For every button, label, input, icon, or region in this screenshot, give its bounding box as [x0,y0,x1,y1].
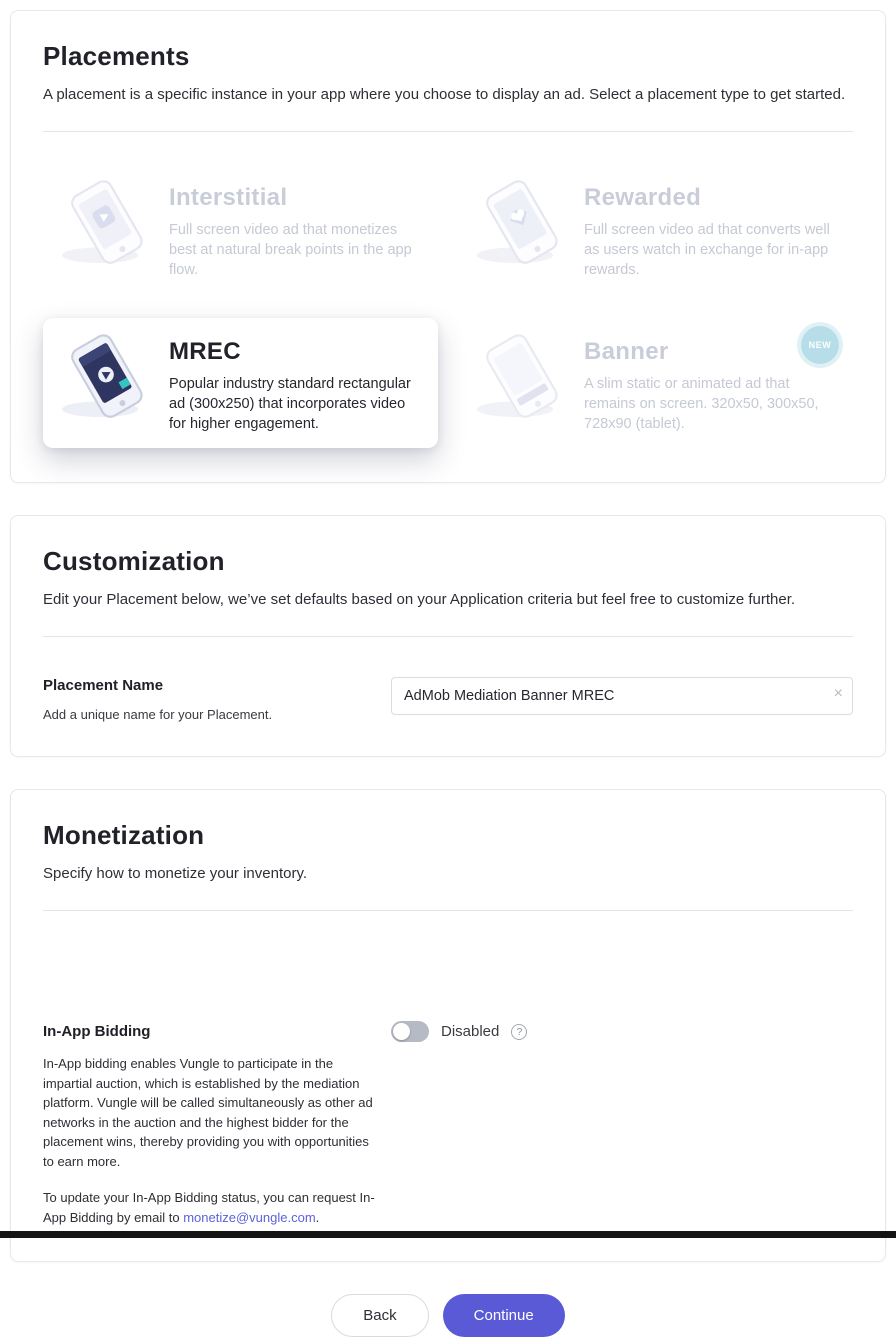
placements-title: Placements [43,41,190,71]
placement-type-text [169,332,426,434]
rewarded-phone-icon [470,178,574,275]
placement-type-rewarded[interactable] [458,164,853,294]
in-app-bidding-toggle[interactable] [391,1021,429,1042]
placement-type-description: Full screen video ad that monetizes best at natural break points in the app flow. [169,222,412,278]
in-app-bidding-row [43,1023,853,1227]
in-app-bidding-status: Disabled [441,1023,500,1040]
interstitial-phone-icon [55,178,159,275]
in-app-bidding-label: In-App Bidding [43,1023,151,1040]
placement-type-text [169,178,426,280]
placement-type-mrec[interactable] [43,318,438,448]
placement-type-banner[interactable] [458,318,853,448]
in-app-bidding-request-text: To update your In-App Bidding status, you can request In-App Bidding by email to [43,1190,375,1225]
placement-type-title: MREC [169,338,241,365]
monetize-email-link[interactable]: monetize@vungle.com [183,1209,316,1225]
in-app-bidding-description: In-App bidding enables Vungle to participate in the impartial auction, which is established by the mediation platform. Vungle will be called simultaneously as other ad networks in the auction and the highest bidder for the placement wins, thereby providing you with opportunities to earn more. [43,1056,373,1169]
placement-type-interstitial[interactable] [43,164,438,294]
customization-card [10,515,886,757]
placement-name-helper: Add a unique name for your Placement. [43,707,273,722]
help-icon[interactable]: ? [511,1024,527,1040]
placements-card [10,10,886,483]
placement-name-label: Placement Name [43,677,164,694]
clear-input-icon[interactable]: × [833,685,843,702]
placement-type-text [584,178,841,280]
placement-type-title: Rewarded [584,184,702,211]
monetization-title: Monetization [43,820,205,850]
placement-name-input[interactable] [391,677,853,715]
continue-button[interactable]: Continue [443,1294,565,1337]
new-badge: NEW [801,326,839,364]
monetization-card [10,789,886,1262]
back-button[interactable]: Back [331,1294,428,1337]
divider [43,910,853,911]
placement-type-grid [43,164,853,448]
placement-name-row [43,677,853,722]
in-app-bidding-text [43,1023,391,1227]
divider [43,636,853,637]
bottom-bar [0,1231,896,1238]
placement-type-description: Popular industry standard rectangular ad (300x250) that incorporates video for higher engagement. [169,376,411,432]
toggle-knob [393,1023,410,1040]
divider [43,131,853,132]
placement-name-label-group [43,677,391,722]
placement-type-description: A slim static or animated ad that remains on screen. 320x50, 300x50, 728x90 (tablet). [584,376,819,432]
placement-name-input-wrap [391,677,853,715]
in-app-bidding-request [43,1188,375,1227]
placements-subtitle: A placement is a specific instance in your app where you choose to display an ad. Select a placement type to get started. [43,86,846,103]
monetization-subtitle: Specify how to monetize your inventory. [43,865,308,882]
in-app-bidding-control [391,1021,853,1042]
customization-title: Customization [43,546,225,576]
placement-type-title: Banner [584,338,669,365]
request-suffix: . [315,1209,320,1225]
placement-type-title: Interstitial [169,184,288,211]
placement-type-description: Full screen video ad that converts well as users watch in exchange for in-app rewards. [584,222,830,278]
banner-phone-icon [470,332,574,429]
mrec-phone-icon [55,332,159,429]
customization-subtitle: Edit your Placement below, we’ve set defaults based on your Application criteria but feel free to customize further. [43,591,796,608]
footer-actions [10,1294,886,1337]
